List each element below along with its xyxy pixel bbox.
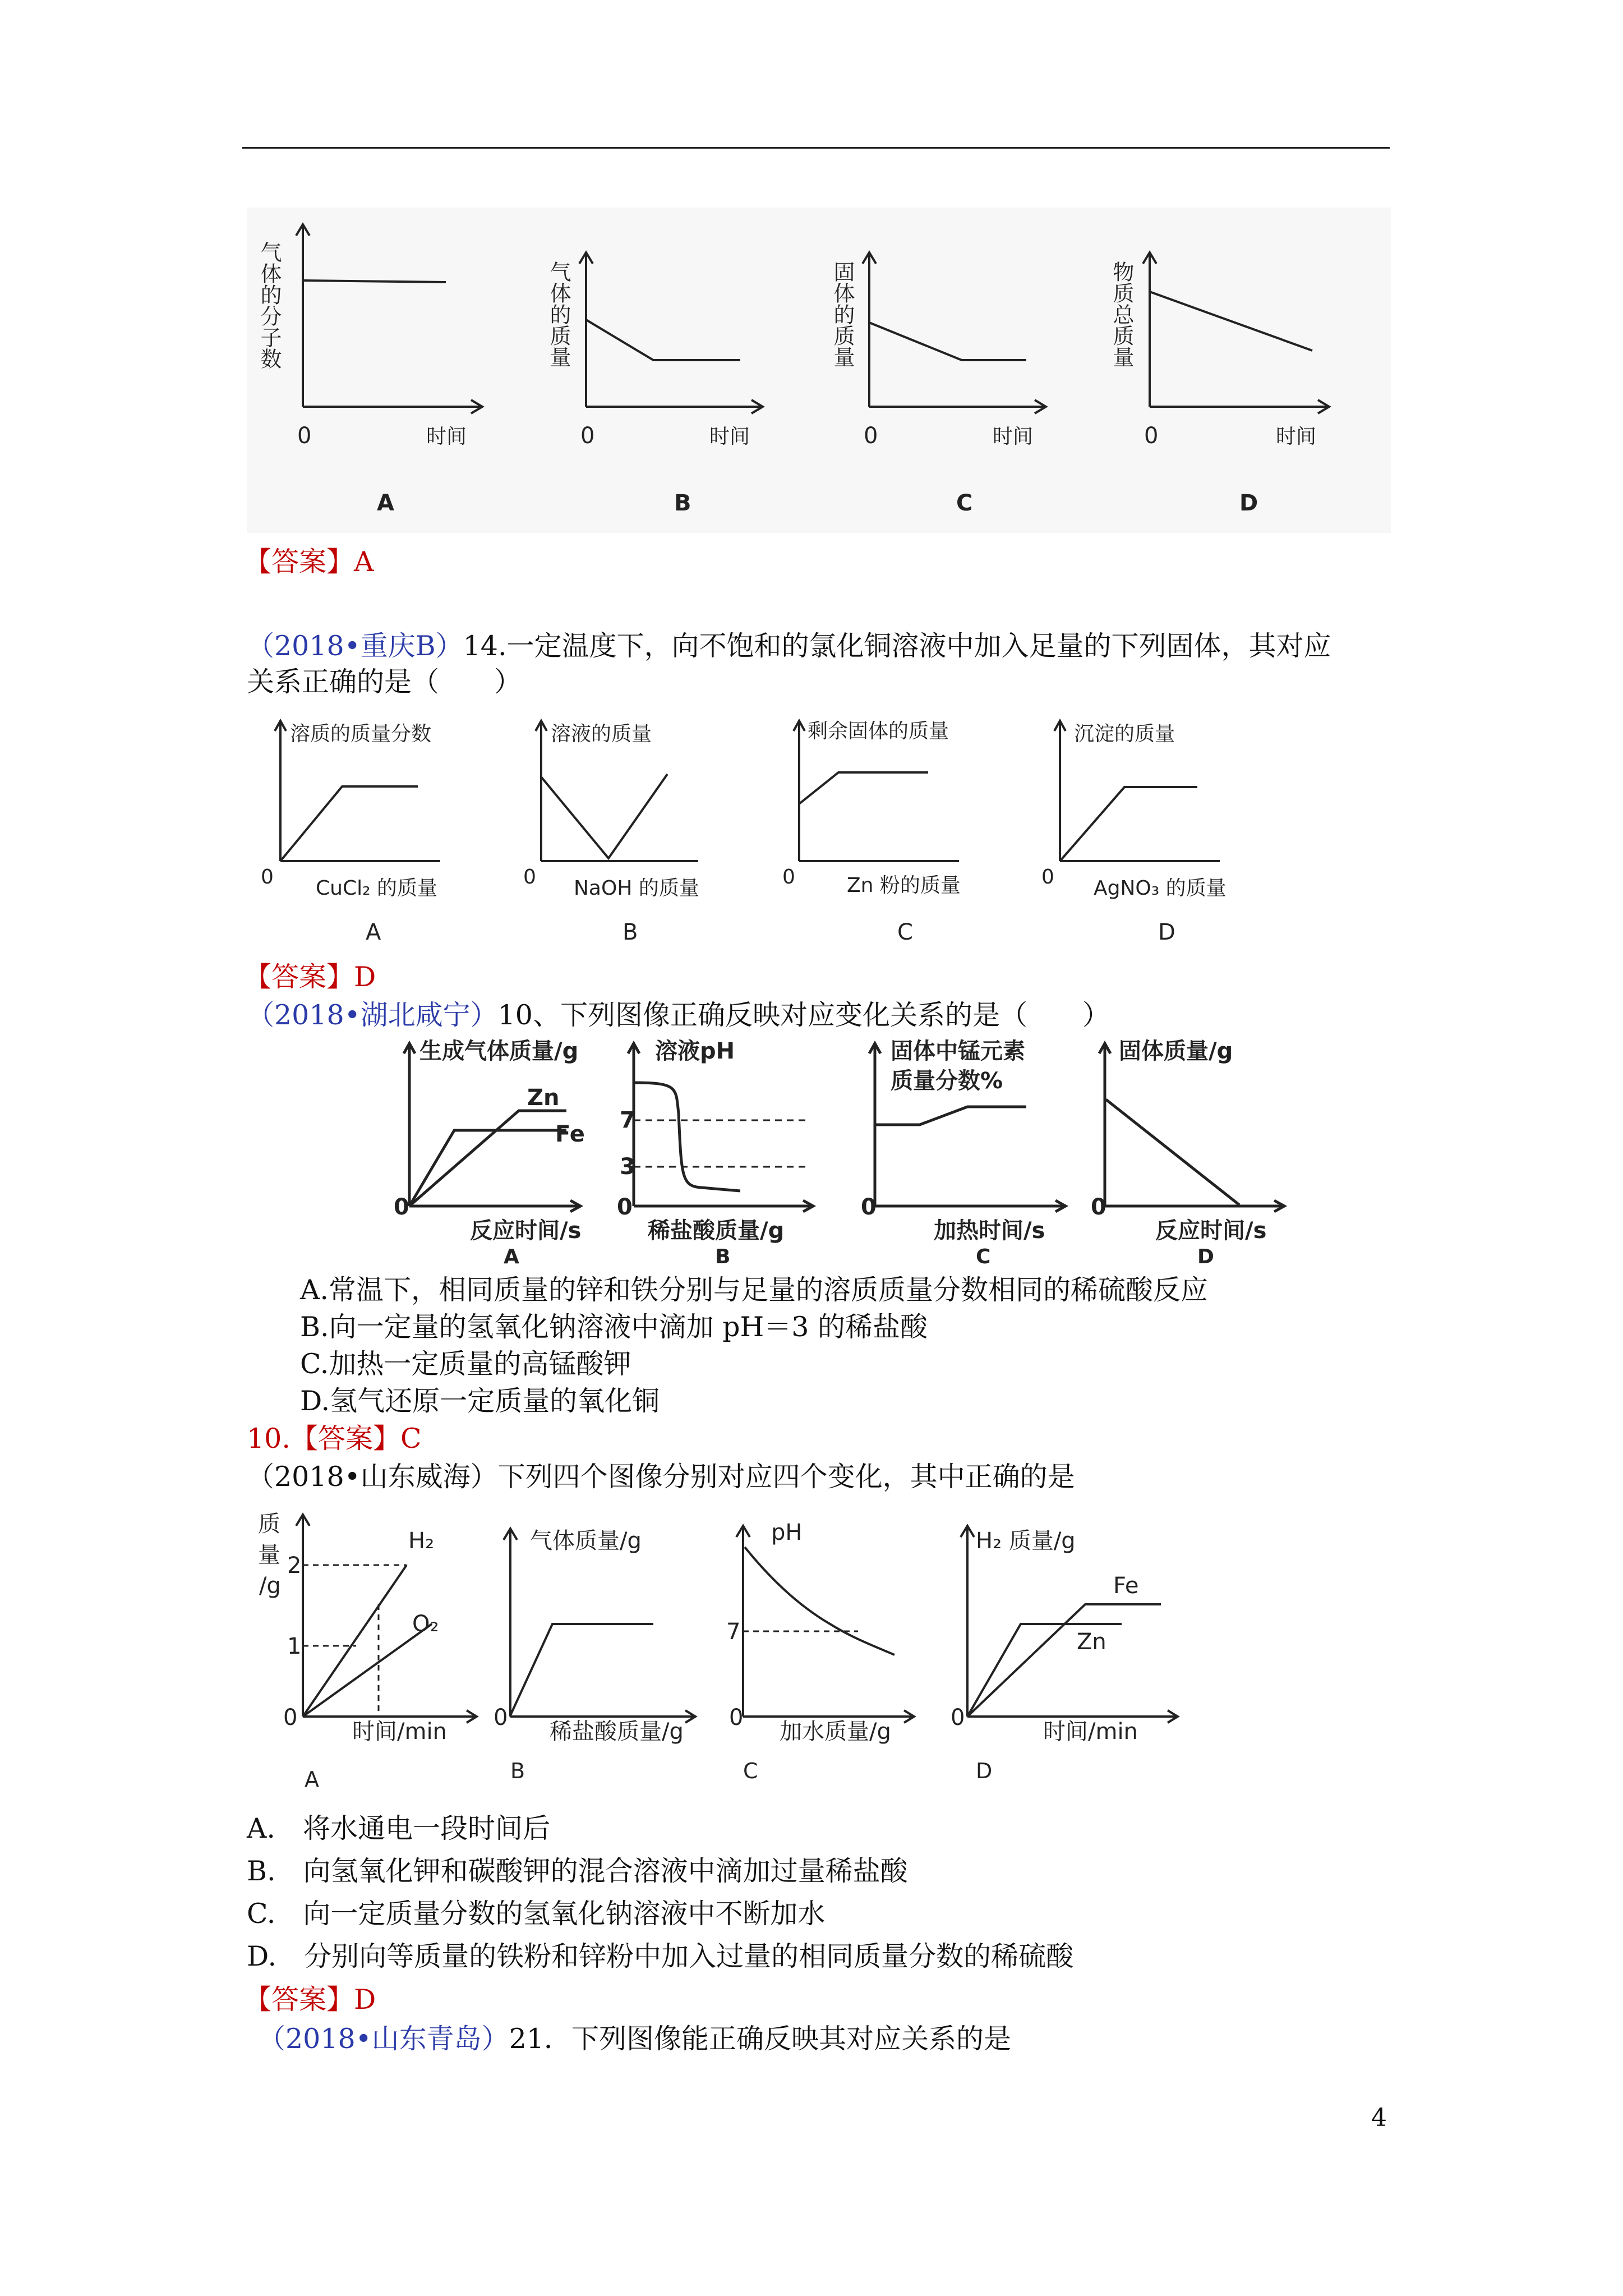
qweihai-option-d: D. 分别向等质量的铁粉和锌粉中加入过量的相同质量分数的稀硫酸: [247, 1940, 1074, 1972]
q10-D-ylabel: 固体质量/g: [1119, 1038, 1233, 1064]
qweihai-D-ylabel: H₂ 质量/g: [976, 1528, 1076, 1554]
q14-A-ylabel: 溶质的质量分数: [290, 723, 432, 746]
qweihai-C-xlabel: 加水质量/g: [780, 1719, 891, 1745]
q13-D-ylabel: 物质总质量: [1109, 261, 1134, 367]
q13-B-xlabel: 时间: [709, 425, 750, 448]
page-number: 4: [1371, 2104, 1387, 2132]
q13-figure: [247, 208, 1391, 533]
qweihai-option-a: A. 将水通电一段时间后: [247, 1812, 550, 1844]
q13-B-zero: 0: [580, 423, 595, 449]
q14-A-xlabel: CuCl₂ 的质量: [316, 877, 437, 900]
q10-B-tick-7: 7: [620, 1107, 635, 1133]
q10-A-letter: A: [504, 1245, 519, 1268]
q10-C-xlabel: 加热时间/s: [934, 1218, 1045, 1244]
qweihai-option-c: C. 向一定质量分数的氢氧化钠溶液中不断加水: [247, 1898, 826, 1930]
q10-C-ylabel2: 质量分数%: [891, 1068, 1003, 1094]
q10-answer-prefix: 10.: [247, 1423, 291, 1455]
q10-B-zero: 0: [617, 1194, 633, 1220]
qweihai-stem: （2018•山东威海）下列四个图像分别对应四个变化，其中正确的是: [247, 1461, 1075, 1493]
q10-C-zero: 0: [861, 1194, 877, 1220]
q10-source: （2018•湖北咸宁）: [247, 999, 498, 1031]
q10-A-ylabel: 生成气体质量/g: [419, 1038, 579, 1064]
header-rule: [242, 147, 1390, 149]
qweihai-C-tick-7: 7: [726, 1619, 741, 1645]
q10-B-ylabel: 溶液pH: [655, 1038, 735, 1064]
q10-option-a: A.常温下，相同质量的锌和铁分别与足量的溶质质量分数相同的稀硫酸反应: [300, 1274, 1208, 1306]
q10-A-series-fe: Fe: [555, 1121, 585, 1147]
q14-C-xlabel: Zn 粉的质量: [847, 874, 961, 897]
qweihai-A-series-h2: H₂: [408, 1528, 435, 1554]
qweihai-C-zero: 0: [729, 1705, 744, 1731]
q10-answer-tag: 【答案】: [290, 1423, 400, 1455]
q21-source: （2018•山东青岛）: [258, 2023, 509, 2055]
q13-B-letter: B: [674, 490, 691, 516]
q14-D-zero: 0: [1041, 866, 1054, 889]
qweihai-B-zero: 0: [494, 1705, 508, 1731]
q14-figure: [255, 710, 1265, 956]
qweihai-B-letter: B: [510, 1759, 525, 1783]
q10-C-letter: C: [976, 1245, 991, 1268]
q13-C-ylabel: 固体的质量: [830, 261, 855, 367]
q14-D-xlabel: AgNO₃ 的质量: [1094, 877, 1227, 900]
q13-A-zero: 0: [297, 423, 312, 449]
q14-A-letter: A: [366, 919, 381, 945]
q10-A-zero: 0: [394, 1194, 409, 1220]
q10-B-xlabel: 稀盐酸质量/g: [648, 1218, 785, 1244]
q21-stem-text: 21．下列图像能正确反映其对应关系的是: [509, 2023, 1011, 2055]
q14-B-xlabel: NaOH 的质量: [574, 877, 699, 900]
qweihai-A-xlabel: 时间/min: [352, 1719, 447, 1745]
q10-A-series-zn: Zn: [527, 1085, 560, 1111]
q13-D-xlabel: 时间: [1276, 425, 1317, 448]
q13-answer-value: A: [354, 546, 374, 578]
q10-option-c: C.加热一定质量的高锰酸钾: [300, 1348, 631, 1380]
qweihai-C-ylabel: pH: [771, 1520, 803, 1545]
q14-answer: [244, 960, 376, 994]
q10-D-letter: D: [1197, 1245, 1214, 1268]
q14-D-ylabel: 沉淀的质量: [1074, 723, 1175, 746]
qweihai-A-tick-2: 2: [287, 1553, 302, 1579]
q14-answer-value: D: [354, 961, 376, 993]
qweihai-A-letter: A: [305, 1767, 319, 1792]
q14-stem-line2: 关系正确的是（ ）: [247, 666, 522, 698]
qweihai-A-ylabel3: /g: [259, 1573, 281, 1599]
q10-figure: [387, 1035, 1318, 1271]
q13-C-letter: C: [956, 490, 973, 516]
qweihai-A-tick-1: 1: [287, 1634, 302, 1659]
qweihai-B-ylabel: 气体质量/g: [530, 1528, 642, 1554]
q14-C-letter: C: [897, 919, 913, 945]
qweihai-option-b: B. 向氢氧化钾和碳酸钾的混合溶液中滴加过量稀盐酸: [247, 1855, 908, 1887]
q10-answer-value: C: [400, 1423, 422, 1455]
q14-B-letter: B: [623, 919, 638, 945]
q10-option-d: D.氢气还原一定质量的氧化铜: [300, 1385, 660, 1417]
q13-A-ylabel: 气体的分子数: [257, 241, 282, 369]
q10-D-xlabel: 反应时间/s: [1155, 1218, 1267, 1244]
q14-B-zero: 0: [523, 866, 536, 889]
q14-stem-text: 14.一定温度下，向不饱和的氯化铜溶液中加入足量的下列固体，其对应: [463, 630, 1331, 662]
qweihai-D-xlabel: 时间/min: [1043, 1719, 1138, 1745]
q14-answer-tag: 【答案】: [244, 961, 354, 993]
qweihai-A-ylabel2: 量: [258, 1542, 280, 1568]
q13-A-xlabel: 时间: [426, 425, 467, 448]
qweihai-C-letter: C: [743, 1759, 758, 1783]
qweihai-D-letter: D: [976, 1759, 993, 1783]
qweihai-answer-value: D: [354, 1984, 376, 2016]
q14-A-zero: 0: [261, 866, 274, 889]
q13-B-ylabel: 气体的质量: [546, 261, 571, 367]
q10-option-b: B.向一定量的氢氧化钠溶液中滴加 pH＝3 的稀盐酸: [300, 1311, 928, 1343]
q10-stem: [247, 999, 1110, 1032]
q13-answer-tag: 【答案】: [244, 546, 354, 578]
q13-D-zero: 0: [1144, 423, 1159, 449]
qweihai-answer-tag: 【答案】: [244, 1984, 354, 2016]
q10-B-letter: B: [715, 1245, 731, 1268]
qweihai-D-series-fe: Fe: [1113, 1573, 1139, 1599]
qweihai-D-zero: 0: [951, 1705, 965, 1731]
qweihai-answer: [244, 1983, 376, 2017]
q14-C-zero: 0: [782, 866, 795, 889]
q10-A-xlabel: 反应时间/s: [470, 1218, 582, 1244]
q10-stem-text: 10、下列图像正确反映对应变化关系的是（ ）: [497, 999, 1110, 1031]
q13-A-letter: A: [377, 490, 394, 516]
q13-answer: [244, 545, 374, 579]
q14-source: （2018•重庆B）: [247, 630, 463, 662]
q14-C-ylabel: 剩余固体的质量: [808, 720, 949, 743]
q10-B-tick-3: 3: [620, 1154, 635, 1180]
qweihai-A-ylabel1: 质: [258, 1511, 280, 1537]
q10-answer: [247, 1422, 421, 1456]
qweihai-D-series-zn: Zn: [1077, 1629, 1106, 1655]
qweihai-B-xlabel: 稀盐酸质量/g: [550, 1719, 684, 1745]
q14-stem-line1: [247, 629, 1331, 663]
q10-C-ylabel1: 固体中锰元素: [891, 1038, 1025, 1064]
q13-D-letter: D: [1239, 490, 1258, 516]
q14-D-letter: D: [1158, 919, 1175, 945]
qweihai-A-series-o2: O₂: [412, 1611, 439, 1637]
q13-C-xlabel: 时间: [993, 425, 1034, 448]
q13-C-zero: 0: [864, 423, 878, 449]
q14-B-ylabel: 溶液的质量: [551, 723, 652, 746]
q10-D-zero: 0: [1091, 1194, 1106, 1220]
qweihai-A-zero: 0: [283, 1705, 298, 1731]
qweihai-figure: [247, 1503, 1211, 1795]
q21-stem: [258, 2022, 1011, 2056]
